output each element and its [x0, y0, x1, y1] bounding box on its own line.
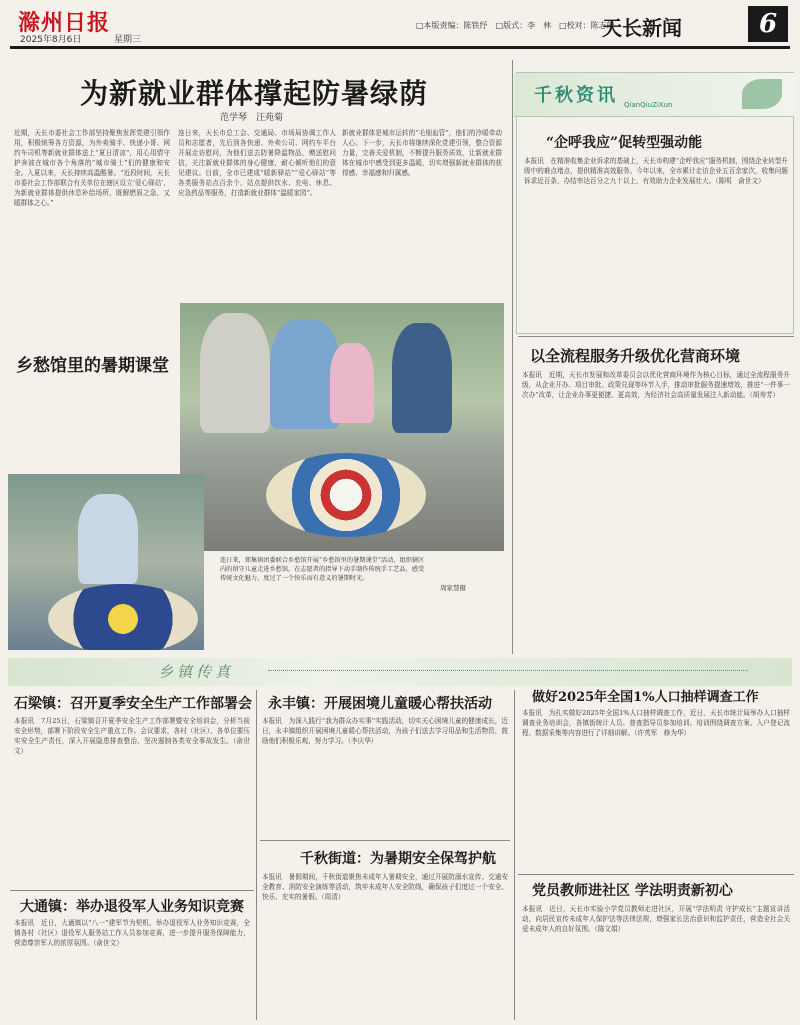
lead-column-3: 新就业群体是城市运转的“毛细血管”，他们的冷暖牵动人心。下一步，天长市将继续深化党建引领，整合资源力量，完善关爱机制，不断提升服务质效，让新就业群体在城市中感受到更多温暖，切实增强新就业群体的获得感、幸福感和归属感。 — [342, 129, 502, 177]
column-divider — [512, 60, 513, 654]
census-headline: 做好2025年全国1%人口抽样调查工作 — [532, 690, 759, 705]
sidebar-headline: “企呼我应”促转型强动能 — [546, 135, 703, 151]
page-number: 6 — [748, 6, 788, 42]
lead-column-1: 近期，天长市委社会工作部坚持聚焦发挥党建引领作用，积极统筹各方资源，为外卖骑手、快递小哥、网约车司机等新就业群体送上“夏日清凉”，用心用情守护奔波在城市各个角落的“城市骑士”们的健康和安全。入夏以来，天长持续高温酷暑。“近段时间，天长市委社会工作部联合有关单位在辖区设立‘爱心驿站’，为新就业群体提供休息补给场所，既解燃眉之急，又暖群体之心。” — [14, 129, 170, 207]
photo-feature-title: 乡愁馆里的暑期课堂 — [16, 356, 169, 376]
business-headline: 以全流程服务升级优化营商环境 — [530, 347, 741, 365]
lead-column-2: 连日来，天长市总工会、交通局、市场局协调工作人员和志愿者，先后到各快递、外卖公司、网约车平台开展走访慰问，为他们送去防暑降温物品，赠送慰问信，关注新就业群体的身心健康，耐心倾听他们的意见建议。目前，全市已建成“暖新驿站”“爱心驿站”等各类服务站点百余个，站点提供饮水、充电、休息、应急药品等服务，打造新就业群体“温暖家园”。 — [178, 129, 336, 197]
photo-figure — [78, 494, 138, 584]
band-title: 乡镇传真 — [158, 663, 235, 681]
masthead — [10, 6, 790, 44]
teacher-headline: 党员教师进社区 学法明责新初心 — [532, 883, 733, 899]
yongfeng-text: 本报讯 为深入践行“我为群众办实事”实践活动，切实关心困境儿童的健康成长，近日，永丰镇组织开展困境儿童暖心帮扶活动，为孩子们送去学习用品和生活物资，鼓励他们积极乐观、努力学习。（李庆华） — [262, 717, 508, 745]
banner-title: 千秋资讯 — [534, 85, 618, 106]
main-photo — [180, 303, 504, 551]
census-text: 本报讯 为扎实做好2025年全国1%人口抽样调查工作，近日，天长市统计局举办人口抽样调查业务培训会，各镇街统计人员、普查指导员参加培训。培训围绕调查方案、入户登记流程、数据采集等内容进行了详细讲解。（许英军 修为华） — [522, 709, 790, 737]
datong-headline: 大通镇：举办退役军人业务知识竞赛 — [20, 899, 244, 915]
story-divider — [10, 890, 254, 891]
photo-caption: 连日来，郑集镇团委联合乡愁馆开展“乡愁馆里的暑期课堂”活动，组织辖区内的留守儿童走进乡愁馆，在志愿者的指导下动手制作传统手工艺品，感受传统文化魅力，度过了一个快乐而有意义的暑期时光。 — [220, 557, 425, 582]
story-divider — [260, 840, 510, 841]
story-divider — [518, 874, 794, 875]
shiliang-text: 本报讯 7月25日，石梁镇召开夏季安全生产工作部署暨安全培训会，分析当前安全形势，部署下阶段安全生产重点工作。会议要求，各村（社区）、各单位要压实安全生产责任，深入开展隐患排查整治，坚决遏制各类安全事故发生。（俞世文） — [14, 717, 250, 755]
yongfeng-headline: 永丰镇：开展困境儿童暖心帮扶活动 — [268, 696, 492, 712]
section-band — [8, 658, 792, 686]
photo-figure — [392, 323, 452, 433]
qianqiu-headline: 千秋街道：为暑期安全保驾护航 — [300, 851, 496, 867]
datong-text: 本报讯 近日，大通镇以“八一”建军节为契机，举办退役军人业务知识竞赛，全镇各村（社区）退役军人服务站工作人员参加竞赛，进一步提升服务保障能力，营造尊崇军人的浓厚氛围。（俞世文） — [14, 919, 250, 947]
band-decoration — [268, 670, 748, 671]
sidebar-text: 本报讯 在精准收集企业诉求的基础上，天长市构建“企呼我应”服务机制，围绕企业转型升级中的难点堵点，提供精准高效服务。今年以来，全市累计走访企业五百余家次，收集问题诉求近百条，办结率达百分之九十以上，有效助力企业发展壮大。（陈明 俞世文） — [524, 157, 788, 185]
lead-headline: 为新就业群体撑起防暑绿荫 — [80, 77, 429, 110]
lead-byline: 范学琴 汪苑菊 — [220, 113, 284, 123]
leaf-icon — [742, 79, 782, 109]
news-brief-banner — [514, 73, 794, 117]
editor-credits: □本版责编：陈铁纾 □版式：李 林 □校对：陈志皎 — [416, 21, 615, 30]
business-text: 本报讯 近期，天长市发展和改革委员会以优化营商环境作为核心目标，通过全流程服务升级，从企业开办、项目审批、政策兑现等环节入手，推动审批服务提速增效，推进“一件事一次办”改革，让企业办事更便捷、更高效，为经济社会高质量发展注入新动能。（胡寿芳） — [522, 371, 790, 399]
issue-weekday: 星期三 — [114, 35, 142, 45]
banner-pinyin: QianQiuZiXun — [624, 101, 673, 109]
masthead-rule — [10, 46, 790, 49]
photo-figure — [200, 313, 270, 433]
mosaic-artwork — [266, 453, 426, 537]
mosaic-artwork — [48, 584, 198, 650]
story-divider — [518, 336, 794, 337]
issue-date: 2025年8月6日 — [20, 35, 82, 45]
inset-photo — [8, 474, 204, 650]
section-name: 天长新闻 — [602, 16, 682, 40]
column-divider — [514, 690, 515, 1020]
newspaper-logo: 滁州日报 — [18, 10, 111, 36]
photo-figure — [330, 343, 374, 423]
qianqiu-text: 本报讯 暑假期间，千秋街道聚焦未成年人暑期安全，通过开展防溺水宣传、交通安全教育、消防安全演练等活动，筑牢未成年人安全防线，确保孩子们度过一个安全、快乐、充实的暑假。（周清） — [262, 873, 508, 901]
teacher-text: 本报讯 近日，天长市实验小学党员教师走进社区，开展“学法明责 守护成长”主题宣讲活动，向居民宣传未成年人保护法等法律法规，增强家长法治意识和监护责任，营造全社会关爱未成年人的良好氛围。（陈文娟） — [522, 905, 790, 933]
column-divider — [256, 690, 257, 1020]
shiliang-headline: 石梁镇：召开夏季安全生产工作部署会 — [14, 696, 252, 712]
photo-credit: 周家慧摄 — [440, 584, 466, 592]
